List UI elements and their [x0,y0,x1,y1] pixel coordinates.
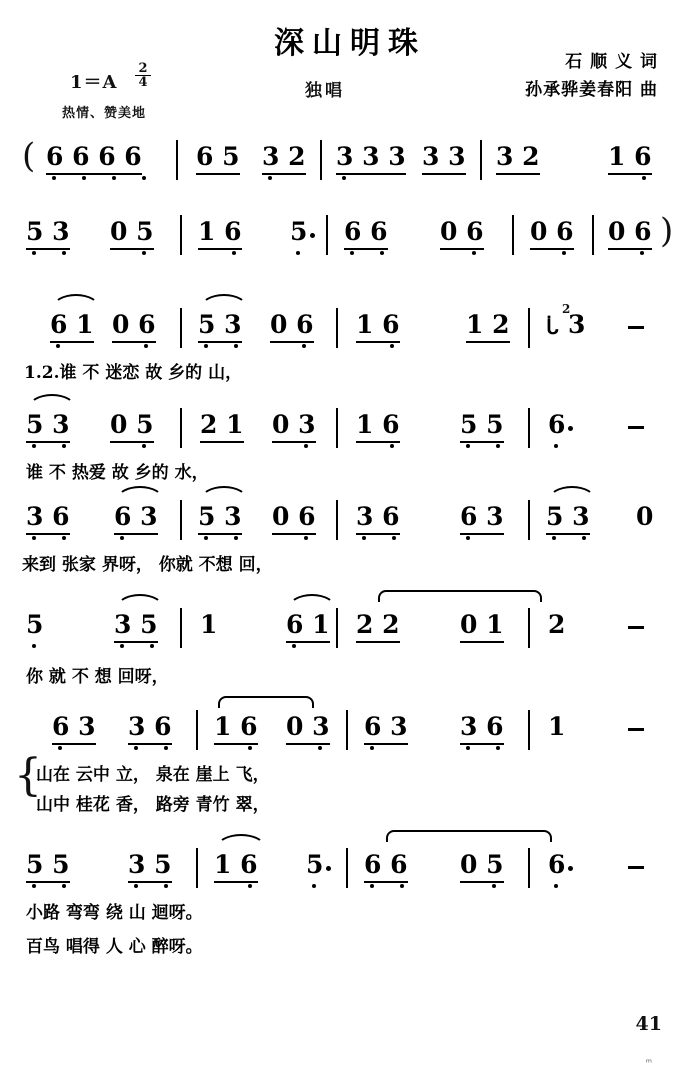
barline [196,848,198,888]
octave-dot [582,536,586,540]
note-group: 0 5 [460,852,504,883]
note-group: 6 5 [196,144,240,175]
music-system-6 [0,600,700,690]
music-system-1 [0,136,700,196]
octave-dot [232,251,236,255]
notation-line [0,492,700,548]
lyrics-text: 来到 张家 界呀， 你就 不想 回， [22,555,273,575]
notation-line [0,300,700,356]
octave-dot [62,444,66,448]
credit-lyricist: 石 顺 义 词 [565,52,658,72]
note-group: 1 6 [214,852,258,883]
lyrics-line [0,456,700,490]
barline [528,608,530,648]
barline [176,140,178,180]
time-signature [135,62,151,89]
note-group: 2 1 [200,412,244,443]
slur [288,594,336,608]
barline [336,308,338,348]
note-group: 0 6 [272,504,316,535]
barline [180,408,182,448]
octave-dot [234,344,238,348]
barline [336,500,338,540]
note-group: 0 5 [110,412,154,443]
page-number: 41 [635,1013,662,1035]
note-group: 5 3 [546,504,590,535]
slur [52,294,100,308]
octave-dot [142,444,146,448]
octave-dot [640,251,644,255]
note-group: 0 1 [460,612,504,643]
octave-dot [134,746,138,750]
note-group: 5 5 [460,412,504,443]
close-paren: ) [660,211,674,251]
notation-line [0,600,700,656]
note-group: 5 3 [26,412,70,443]
hold-dash [628,626,644,629]
open-paren: ( [22,136,36,176]
octave-dot [552,536,556,540]
note-group: 3 6 [460,714,504,745]
octave-dot [390,344,394,348]
note: 1 [200,610,218,639]
music-system-7 [0,702,700,818]
phrase-bracket [386,830,552,842]
tenuto-mark: ᒑ [546,315,559,339]
barline [528,308,530,348]
lyrics-line [0,356,700,390]
octave-dot [292,644,296,648]
note-group: 3 5 [114,612,158,643]
octave-dot [164,884,168,888]
augmentation-dot [568,426,573,431]
notation-line [0,400,700,456]
verse-brace: { [14,750,42,801]
phrase-bracket [218,696,314,708]
hold-dash [628,866,644,869]
octave-dot [400,884,404,888]
page-title: 深山明珠 [274,26,426,61]
octave-dot [112,176,116,180]
octave-dot [144,344,148,348]
barline [326,215,328,255]
octave-dot [32,644,36,648]
octave-dot [370,746,374,750]
barline [336,608,338,648]
barline [480,140,482,180]
octave-dot [164,746,168,750]
hold-dash [628,426,644,429]
lyrics-text: 1.2.谁 不 迷恋 故 乡的 山， [24,363,243,383]
note-group: 3 6 [128,714,172,745]
note: 6 [548,850,566,879]
note-group: 3 5 [128,852,172,883]
barline [180,500,182,540]
music-system-4 [0,400,700,490]
barline [180,215,182,255]
note-group: 6 1 [50,312,94,343]
performance-type: 独唱 [305,81,345,101]
octave-dot [204,536,208,540]
note-group: 6 3 [114,504,158,535]
octave-dot [150,644,154,648]
lyrics-line [0,656,700,690]
slur [28,394,76,408]
mood-marking: 热情、赞美地 [62,106,147,121]
octave-dot [370,884,374,888]
octave-dot [642,176,646,180]
note-group: 6 6 6 6 [46,144,142,175]
note-group: 1 6 [356,412,400,443]
lyrics-block [0,750,700,818]
octave-dot [342,176,346,180]
lyrics-text-verse1: 山在 云中 立， 泉在 崖上 飞， [36,765,270,785]
octave-dot [466,444,470,448]
octave-dot [318,746,322,750]
music-system-5 [0,492,700,582]
barline [320,140,322,180]
barline [512,215,514,255]
note-group: 0 3 [286,714,330,745]
note-group: 5 3 [26,219,70,250]
barline [336,408,338,448]
note: 5 [26,610,44,639]
octave-dot [390,444,394,448]
note-group: 5 5 [26,852,70,883]
note-group: 6 6 [364,852,408,883]
lyrics-line [0,548,700,582]
note-group: 1 2 [466,312,510,343]
note-group: 0 5 [110,219,154,250]
octave-dot [302,344,306,348]
octave-dot [554,444,558,448]
barline [528,500,530,540]
octave-dot [380,251,384,255]
octave-dot [56,344,60,348]
octave-dot [350,251,354,255]
octave-dot [32,444,36,448]
lyrics-text-verse1: 小路 弯弯 绕 山 迴呀。 [26,903,203,923]
note-group: 0 6 [270,312,314,343]
note: 5 [290,217,308,246]
repeat-number: 2 [562,302,571,316]
note: 2 [548,610,566,639]
note-group: 1 6 [608,144,652,175]
note-group: 6 3 [52,714,96,745]
octave-dot [496,444,500,448]
notation-line [0,136,700,196]
hold-dash [628,728,644,731]
barline [528,408,530,448]
note-group: 3 3 3 [336,144,406,175]
octave-dot [32,251,36,255]
augmentation-dot [326,866,331,871]
octave-dot [32,884,36,888]
note-group: 2 2 [356,612,400,643]
barline [196,710,198,750]
octave-dot [134,884,138,888]
octave-dot [304,444,308,448]
slur [216,834,266,848]
scan-artifact: ᵐ [645,1058,652,1069]
note-group: 1 6 [214,714,258,745]
music-system-3 [0,300,700,390]
note-group: 0 6 [530,219,574,250]
octave-dot [466,536,470,540]
note-group: 3 6 [26,504,70,535]
lyrics-text: 你 就 不 想 回呀， [26,667,169,687]
octave-dot [142,176,146,180]
octave-dot [496,746,500,750]
note-group: 5 3 [198,312,242,343]
octave-dot [204,344,208,348]
augmentation-dot [568,866,573,871]
augmentation-dot [310,233,315,238]
note-group: 0 6 [608,219,652,250]
octave-dot [466,746,470,750]
note-group: 6 1 [286,612,330,643]
lyrics-text-verse2: 百鸟 唱得 人 心 醉呀。 [26,937,203,957]
octave-dot [554,884,558,888]
octave-dot [492,884,496,888]
key-signature: 1＝A [70,72,118,93]
barline [180,308,182,348]
hold-dash [628,326,644,329]
octave-dot [312,884,316,888]
note-group: 3 2 [496,144,540,175]
lyrics-block [0,896,700,956]
octave-dot [472,251,476,255]
octave-dot [62,536,66,540]
octave-dot [120,536,124,540]
lyrics-text-verse2: 山中 桂花 香， 路旁 青竹 翠， [36,795,270,815]
music-system-2 [0,211,700,271]
octave-dot [248,884,252,888]
barline [528,710,530,750]
note-group: 3 3 [422,144,466,175]
note-group: 5 3 [198,504,242,535]
notation-line [0,211,700,271]
octave-dot [58,746,62,750]
music-system-8 [0,840,700,956]
octave-dot [120,644,124,648]
octave-dot [562,251,566,255]
note-group: 1 6 [198,219,242,250]
barline [528,848,530,888]
octave-dot [234,536,238,540]
octave-dot [304,536,308,540]
barline [346,848,348,888]
phrase-bracket [378,590,542,602]
barline [592,215,594,255]
octave-dot [62,251,66,255]
note: 6 [548,410,566,439]
notation-line [0,702,700,758]
note-group: 0 3 [272,412,316,443]
octave-dot [362,536,366,540]
note: 0 [636,502,654,531]
note-group: 3 2 [262,144,306,175]
note: 5 [306,850,324,879]
lyrics-text: 谁 不 热爱 故 乡的 水， [26,463,209,483]
note-group: 0 6 [440,219,484,250]
note-group: 6 6 [344,219,388,250]
time-signature-denominator: 4 [135,75,151,89]
note-group: 3 6 [356,504,400,535]
octave-dot [142,251,146,255]
octave-dot [268,176,272,180]
octave-dot [32,536,36,540]
octave-dot [62,884,66,888]
note-group: 6 3 [460,504,504,535]
slur [116,594,164,608]
slur [200,294,248,308]
octave-dot [52,176,56,180]
note-group: 1 6 [356,312,400,343]
time-signature-numerator: 2 [138,61,148,76]
credit-composer: 孙承骅姜春阳 曲 [525,80,658,100]
octave-dot [296,251,300,255]
barline [346,710,348,750]
barline [180,608,182,648]
notation-line [0,840,700,896]
octave-dot [392,536,396,540]
note: 1 [548,712,566,741]
octave-dot [82,176,86,180]
note-group: 0 6 [112,312,156,343]
credits-block [438,48,658,104]
note-group: 6 3 [364,714,408,745]
note: 3 [568,310,586,339]
octave-dot [248,746,252,750]
